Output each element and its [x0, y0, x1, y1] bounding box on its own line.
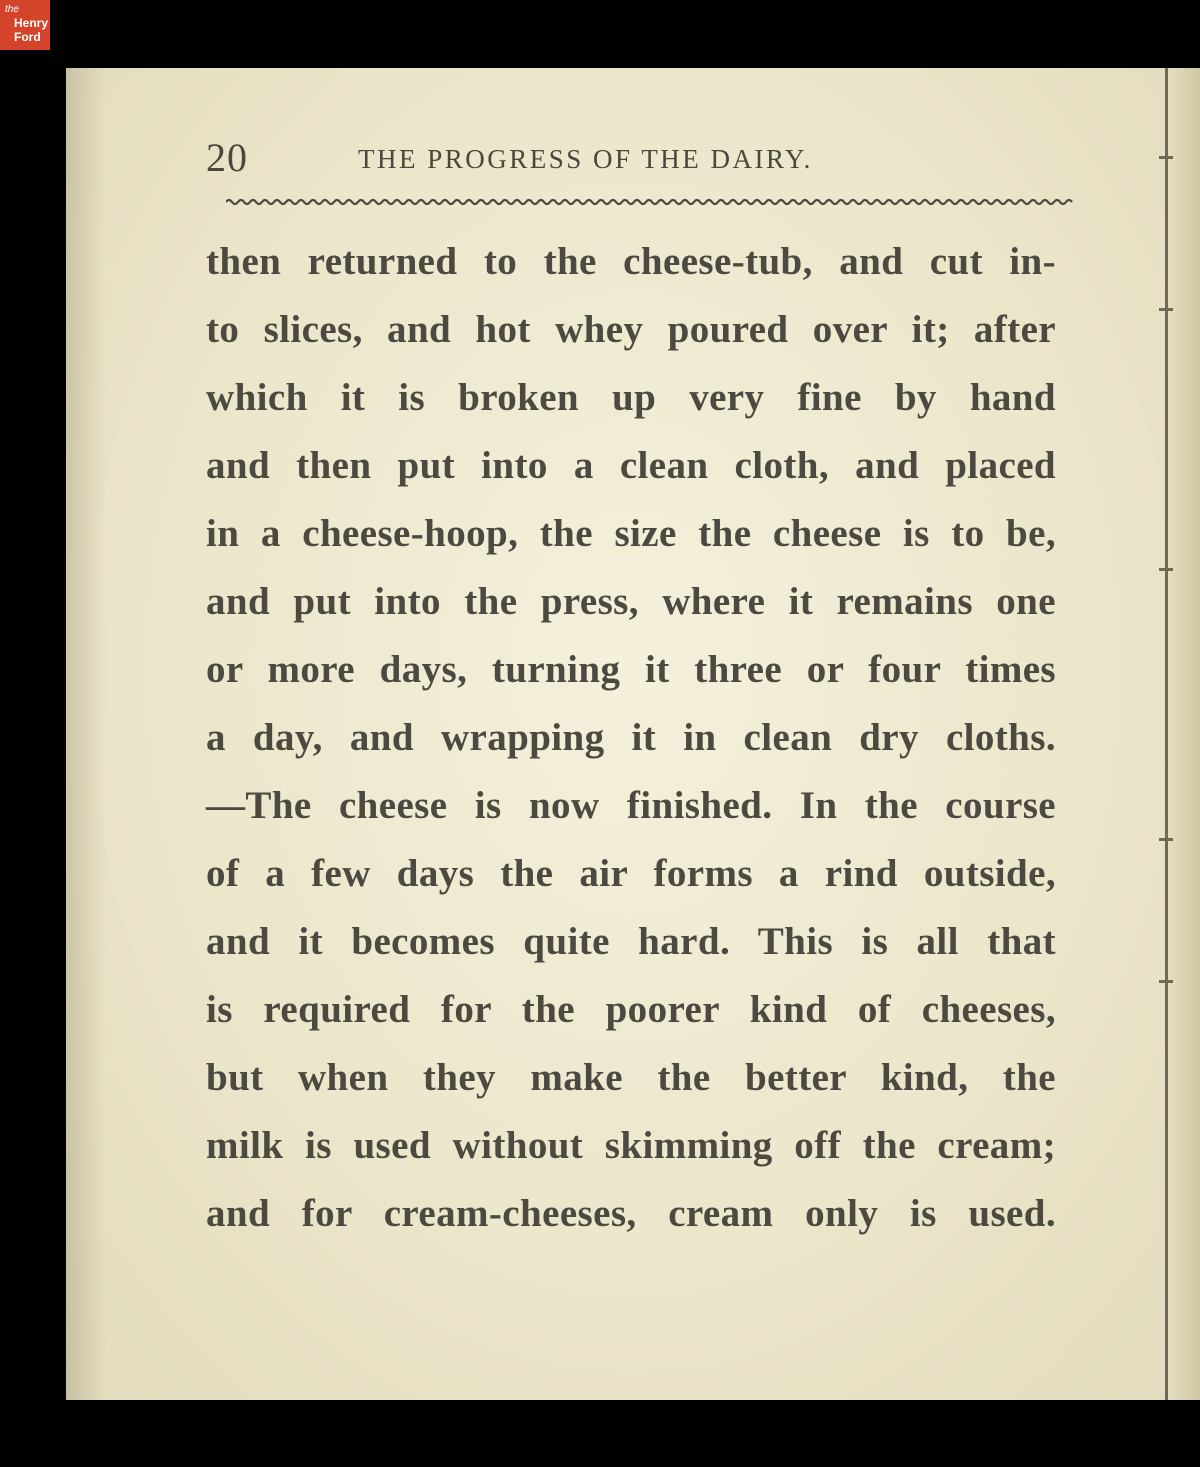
text-line: then returned to the cheese-tub, and cut in- — [206, 240, 1056, 283]
text-line: in a cheese-hoop, the size the cheese is to be, — [206, 512, 1056, 555]
binding-stitch-mark — [1159, 980, 1173, 983]
text-line: or more days, turning it three or four times — [206, 648, 1056, 691]
body-text — [206, 228, 1056, 1248]
gutter-binding-line — [1165, 68, 1168, 1400]
text-line: and for cream-cheeses, cream only is used. — [206, 1192, 1056, 1235]
page-number: 20 — [206, 135, 248, 180]
binding-stitch-mark — [1159, 568, 1173, 571]
binding-stitch-mark — [1159, 838, 1173, 841]
binding-stitch-mark — [1159, 308, 1173, 311]
text-line: and put into the press, where it remains one — [206, 580, 1056, 623]
binding-stitch-mark — [1159, 156, 1173, 159]
text-line: a day, and wrapping it in clean dry cloths. — [206, 716, 1056, 759]
decorative-wavy-rule — [226, 198, 1076, 206]
text-line: of a few days the air forms a rind outside, — [206, 852, 1056, 895]
text-line: but when they make the better kind, the — [206, 1056, 1056, 1099]
text-line: which it is broken up very fine by hand — [206, 376, 1056, 419]
text-line: and it becomes quite hard. This is all that — [206, 920, 1056, 963]
text-line: milk is used without skimming off the cream; — [206, 1124, 1056, 1167]
logo-the-text: the — [5, 4, 19, 15]
running-title: THE PROGRESS OF THE DAIRY. — [358, 144, 813, 174]
text-line: is required for the poorer kind of cheeses, — [206, 988, 1056, 1031]
book-page — [66, 68, 1200, 1400]
logo-henry-text: Henry — [14, 16, 49, 30]
page-edge-shadow — [66, 68, 106, 1400]
book-gutter — [1164, 68, 1200, 1400]
henry-ford-logo — [0, 0, 50, 50]
running-head — [206, 132, 1036, 182]
text-line: —The cheese is now finished. In the course — [206, 784, 1056, 827]
text-line: to slices, and hot whey poured over it; after — [206, 308, 1056, 351]
logo-ford-text: Ford — [14, 30, 41, 44]
text-line: and then put into a clean cloth, and placed — [206, 444, 1056, 487]
